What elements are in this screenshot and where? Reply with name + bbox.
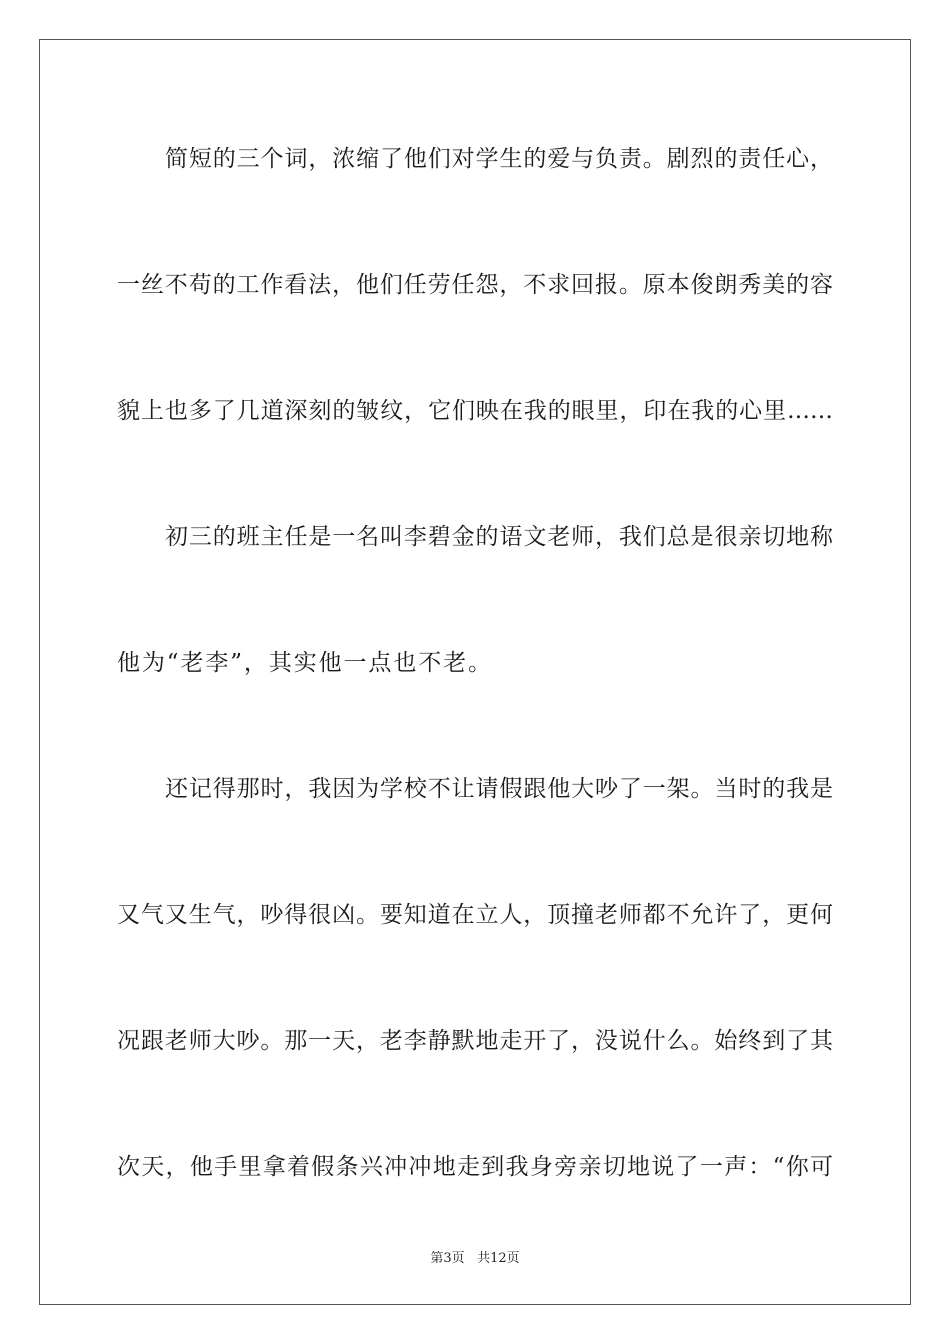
paragraph-line: 况跟老师大吵。那一天，老李静默地走开了，没说什么。始终到了其 bbox=[117, 1028, 833, 1054]
page-footer bbox=[0, 1247, 950, 1266]
paragraph-line: 次天，他手里拿着假条兴冲冲地走到我身旁亲切地说了一声：“你可 bbox=[117, 1154, 833, 1180]
paragraph-line: 还记得那时，我因为学校不让请假跟他大吵了一架。当时的我是 bbox=[165, 776, 833, 802]
paragraph-line: 初三的班主任是一名叫李碧金的语文老师，我们总是很亲切地称 bbox=[165, 524, 833, 550]
paragraph-line: 简短的三个词，浓缩了他们对学生的爱与负责。剧烈的责任心， bbox=[165, 146, 833, 172]
document-body bbox=[117, 124, 833, 1258]
paragraph-line: 貌上也多了几道深刻的皱纹，它们映在我的眼里，印在我的心里…… bbox=[117, 398, 833, 424]
paragraph-line: 一丝不苟的工作看法，他们任劳任怨，不求回报。原本俊朗秀美的容 bbox=[117, 272, 833, 298]
paragraph-line: 又气又生气，吵得很凶。要知道在立人，顶撞老师都不允许了，更何 bbox=[117, 902, 833, 928]
page-number: 第3页 bbox=[430, 1251, 465, 1266]
paragraph-line: 他为“老李”，其实他一点也不老。 bbox=[117, 650, 493, 676]
page-total: 共12页 bbox=[477, 1251, 520, 1266]
